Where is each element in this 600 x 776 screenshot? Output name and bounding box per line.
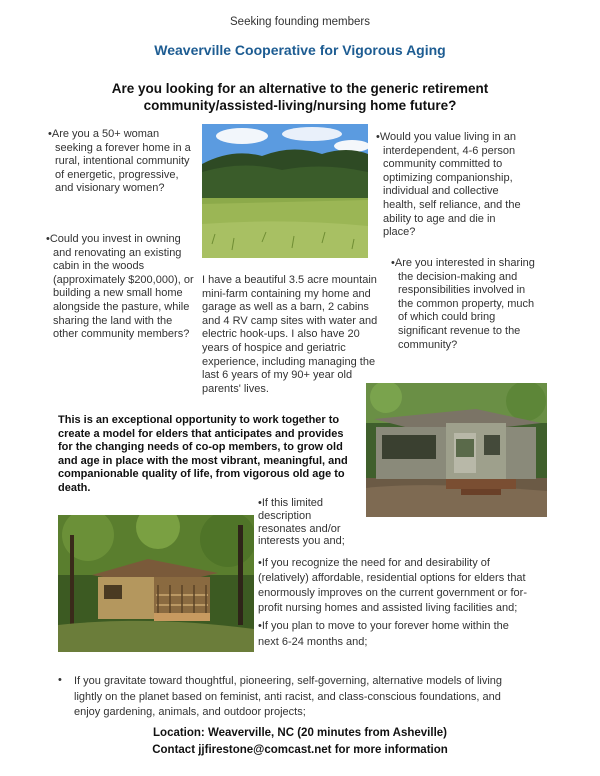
contact-line: Contact jjfirestone@comcast.net for more information bbox=[152, 744, 448, 756]
property-description: I have a beautiful 3.5 acre mountain mini-farm containing my home and garage as well as a barn, 2 cabins and 4 RV camp sites with water and electric hook-ups. I also have 20 years of hospice and geriatric experience, including managing the last 6 years of my 90+ year old parents' lives. bbox=[202, 274, 378, 395]
left-bullet-woman: •Are you a 50+ woman seeking a forever home in a rural, intentional community of energetic, progressive, and visionary women? bbox=[48, 128, 191, 195]
right-bullet-decision-making: •Are you interested in sharing the decision-making and responsibilities involved in the common property, much of which could bring significant revenue to the community? bbox=[391, 257, 535, 351]
organization-name: Weaverville Cooperative for Vigorous Aging bbox=[154, 42, 446, 58]
condition-move-timeline: •If you plan to move to your forever home within the next 6-24 months and; bbox=[258, 620, 509, 648]
cabin-porch-photo bbox=[366, 383, 547, 517]
meadow-photo bbox=[202, 124, 368, 258]
opportunity-statement: This is an exceptional opportunity to work together to create a model for elders that anticipates and provides for the changing needs of co-op members, to grow old and age in place with the most vibrant, meaningful, and companionable quality of life, from vigorous old age to death. bbox=[58, 414, 348, 494]
tagline: Seeking founding members bbox=[230, 16, 370, 28]
condition-resonates: •If this limited description resonates and/or interests you and; bbox=[258, 497, 345, 548]
location-line: Location: Weaverville, NC (20 minutes from Asheville) bbox=[153, 727, 447, 739]
cabin-woods-photo bbox=[58, 515, 254, 652]
condition-gravitate-bullet: • bbox=[58, 674, 62, 686]
condition-gravitate: If you gravitate toward thoughtful, pioneering, self-governing, alternative models of living lightly on the planet based on feminist, anti racist, and class-conscious foundations, and enjoy gardening, animals, and outdoor projects; bbox=[74, 675, 503, 718]
left-bullet-invest: •Could you invest in owning and renovating an existing cabin in the woods (approximately $200,000), or building a new small home alongside the pasture, while sharing the land with the other community members? bbox=[46, 233, 194, 341]
condition-recognize-need: •If you recognize the need for and desirability of (relatively) affordable, residential options for elders that enormously improves on the current government or for-profit nursing homes and assisted living facilities and; bbox=[258, 557, 528, 614]
headline: Are you looking for an alternative to the generic retirement community/assisted-living/nursing home future? bbox=[111, 81, 489, 113]
right-bullet-interdependent: •Would you value living in an interdependent, 4-6 person community committed to optimizing companionship, individual and collective health, self reliance, and the ability to age and die in place? bbox=[376, 131, 521, 239]
